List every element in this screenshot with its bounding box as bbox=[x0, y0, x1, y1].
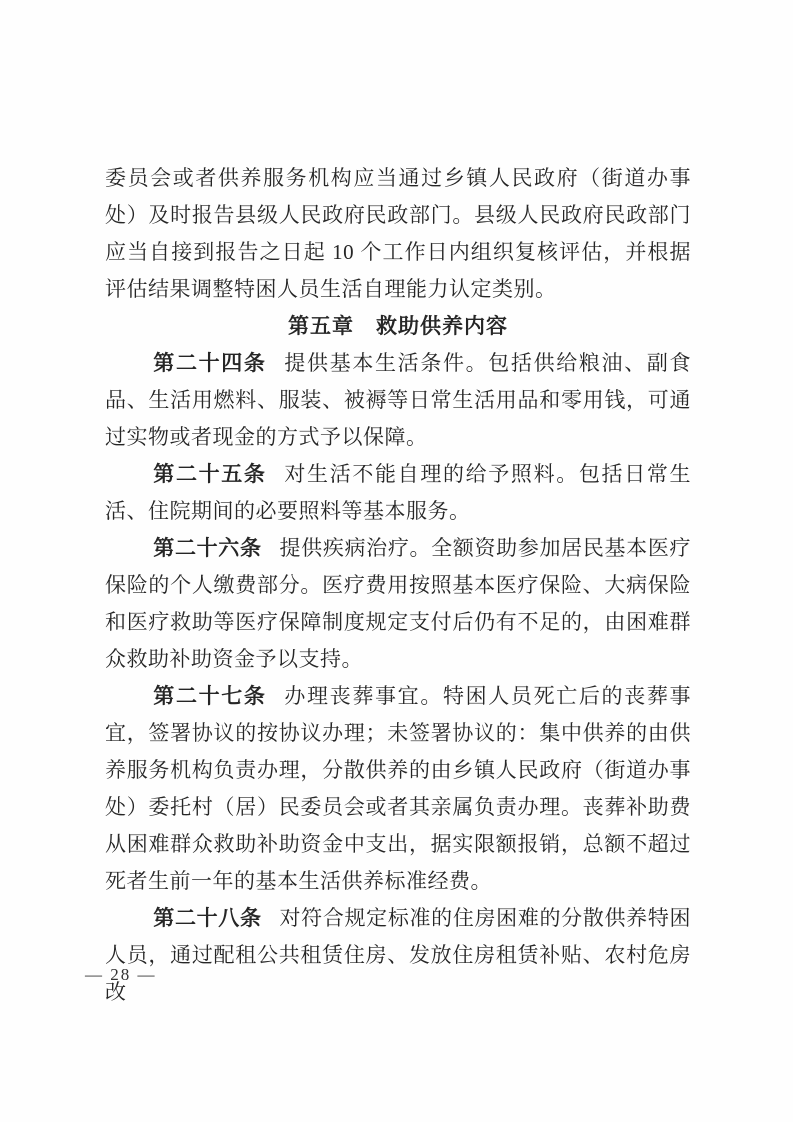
article-28-label: 第二十八条 bbox=[153, 907, 262, 930]
paragraph-continued-from-previous-page: 委员会或者供养服务机构应当通过乡镇人民政府（街道办事处）及时报告县级人民政府民政部门。县级人民政府民政部门应当自接到报告之日起 10 个工作日内组织复核评估，并根据评估结果调整特困人员生活自理能力认定类别。 bbox=[105, 166, 691, 301]
article-24-text: 提供基本生活条件。包括供给粮油、副食品、生活用燃料、服装、被褥等日常生活用品和零用钱，可通过实物或者现金的方式予以保障。 bbox=[105, 351, 692, 449]
article-25-text: 对生活不能自理的给予照料。包括日常生活、住院期间的必要照料等基本服务。 bbox=[105, 462, 692, 523]
article-24-label: 第二十四条 bbox=[153, 352, 267, 375]
article-24-paragraph bbox=[105, 345, 691, 456]
document-body bbox=[105, 160, 691, 1011]
article-27-paragraph bbox=[105, 678, 691, 900]
article-28-text: 对符合规定标准的住房困难的分散供养特困人员，通过配租公共租赁住房、发放住房租赁补贴、农村危房改 bbox=[105, 906, 692, 1004]
article-26-label: 第二十六条 bbox=[153, 537, 262, 560]
chapter-heading: 第五章 救助供养内容 bbox=[288, 315, 508, 338]
article-27-text: 办理丧葬事宜。特困人员死亡后的丧葬事宜，签署协议的按协议办理；未签署协议的：集中供养的由供养服务机构负责办理，分散供养的由乡镇人民政府（街道办事处）委托村（居）民委员会或者其亲属负责办理。丧葬补助费从困难群众救助补助资金中支出，据实限额报销，总额不超过死者生前一年的基本生活供养标准经费。 bbox=[105, 684, 692, 893]
article-26-text: 提供疾病治疗。全额资助参加居民基本医疗保险的个人缴费部分。医疗费用按照基本医疗保险、大病保险和医疗救助等医疗保障制度规定支付后仍有不足的，由困难群众救助补助资金予以支持。 bbox=[105, 536, 692, 671]
article-28-paragraph bbox=[105, 900, 691, 1011]
page-number: — 28 — bbox=[85, 965, 157, 984]
article-27-label: 第二十七条 bbox=[153, 685, 267, 708]
article-26-paragraph bbox=[105, 530, 691, 678]
article-25-label: 第二十五条 bbox=[153, 463, 267, 486]
article-25-paragraph bbox=[105, 456, 691, 530]
